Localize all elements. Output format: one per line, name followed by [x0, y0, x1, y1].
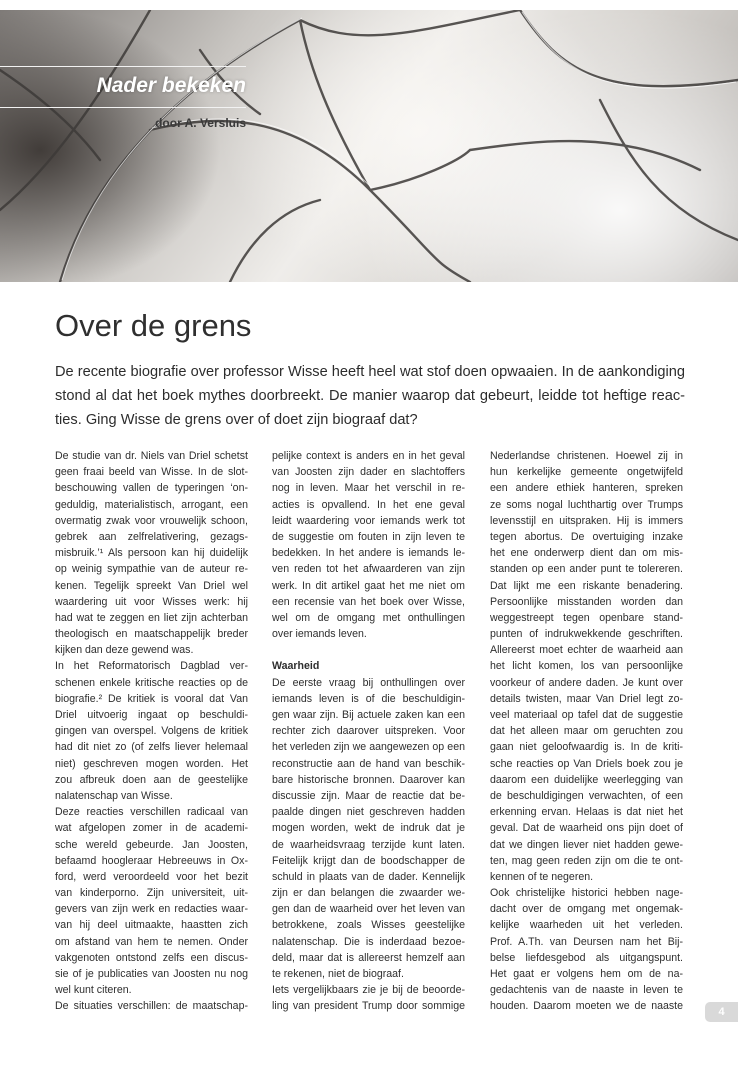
text-line: Nederlandse christenen. Hoewel zij in [490, 450, 683, 462]
text-line: daarom een duidelijke weerlegging van [490, 773, 683, 786]
text-line: het ene onderwerp dient dan om mis- [490, 547, 683, 560]
text-line: bedekken. In het andere is iemands le- [272, 547, 465, 560]
text-line: theologisch en maatschappelijk breder [55, 628, 248, 641]
text-line: In het Reformatorisch Dagblad ver- [55, 660, 248, 673]
text-line: sie of je publicaties van Joosten nu nog [55, 968, 248, 980]
text-line: overmatig zwak voor vrouwelijk schoon, [55, 514, 248, 527]
text-line: misbruik.’¹ Als persoon kan hij duidelijk [55, 547, 248, 560]
header-rule-top [0, 66, 246, 67]
text-line: voorkeur of andere daden. Je kunt over [490, 676, 683, 689]
lead-line: De recente biografie over professor Wisse heeft heel wat stof doen opwaaien. In de aankondiging [55, 364, 685, 380]
text-line: hun kerkelijke gemeente ongetwijfeld [490, 466, 683, 479]
text-line: erkenning ervan. Helaas is dat niet het [490, 806, 683, 819]
lead-line: ties. Ging Wisse de grens over of doet zijn biograaf dat? [55, 412, 418, 428]
text-line: gaan niet geloofwaardig is. In de kriti- [490, 741, 683, 754]
text-line: ven reden tot het afwaarderen van zijn [272, 563, 465, 576]
text-line: ten, mag geen reden zijn om die te ont- [490, 854, 683, 867]
text-line: kenen. Tegelijk spreekt Van Driel wel [55, 579, 248, 592]
text-line: kelijke waarheden uit het verleden. [490, 919, 683, 932]
header-image [0, 10, 738, 282]
text-line: schuld in plaats van de dader. Kennelijk [272, 870, 465, 883]
text-line: waardering uit voor Wisses werk: hij [55, 595, 248, 608]
text-line: leidt waardering voor iemands werk tot [272, 514, 465, 527]
text-line: niet) geschreven mogen worden. Het [55, 757, 248, 770]
text-line: ford, werd veroordeeld voor het bezit [55, 870, 248, 883]
text-line: mogen worden, wekt de indruk dat je [272, 822, 465, 835]
text-line: houden. Daarom moeten we de naaste [490, 1000, 683, 1013]
text-line: geen fraai beeld van Wisse. In de slot- [55, 466, 248, 479]
text-line: schenen enkele kritische reacties op de [55, 676, 248, 689]
text-line: Prof. A.Th. van Deursen nam het Bij- [490, 935, 683, 948]
text-line: had wat te zeggen en liet zijn achterban [55, 611, 248, 624]
text-line: Ook christelijke historici hebben nage- [490, 887, 683, 900]
text-line: kennen of te negeren. [490, 870, 594, 883]
text-line: betrokkene, zoals Wisses geestelijke [272, 919, 465, 932]
text-line: vakgenoten ontstond zelfs een discus- [55, 951, 248, 964]
text-line: deld, maar dat is allereerst hemzelf aan [272, 951, 465, 964]
lead-line: stond al dat het boek mythes doorbreekt. De manier waarop dat gebeurt, leidde tot heftige reac- [55, 388, 685, 404]
text-column-1 [55, 448, 248, 1015]
text-line: gingen van overspel. Volgens de kritiek [55, 725, 248, 738]
text-line: had dit niet zo (of zelfs liever helemaal [55, 741, 248, 754]
text-line: dat het alleen maar om geruchten zou [490, 725, 683, 738]
text-line: De eerste vraag bij onthullingen over [272, 676, 465, 689]
text-line: gen waar zijn. Bij actuele zaken kan een [272, 709, 465, 721]
text-line: een andere ethiek hanteren, spreken [490, 482, 683, 495]
text-line: reconstructie aan de hand van beschik- [272, 757, 465, 770]
text-line: Feitelijk krijgt dan de boodschapper de [272, 854, 465, 867]
text-line: beschouwing vallen de typeringen ‘on- [55, 482, 248, 495]
text-line: nog in leven. Maar het verschil in re- [272, 482, 465, 495]
text-line: punten of indrukwekkende geschriften. [490, 628, 683, 641]
text-line: het licht komen, los van persoonlijke [490, 660, 683, 673]
text-line: te rekenen, niet de biograaf. [272, 968, 404, 980]
text-line: zijn er dan belangen die zwaarder we- [272, 887, 465, 900]
text-line: gen dan de waarheid over het leven van [272, 903, 465, 916]
text-line: kijken dan deze gewend was. [55, 644, 194, 657]
text-line: zou afbreuk doen aan de geestelijke [55, 773, 248, 786]
text-line: van kinderporno. Zijn universiteit, uit- [55, 887, 248, 900]
text-line: Deze reacties verschillen radicaal van [55, 806, 248, 819]
text-line: weggestreept tegen openbare stand- [490, 611, 683, 624]
article-lead [55, 360, 685, 432]
text-line: het verleden zijn we aangewezen op een [272, 741, 465, 754]
text-line: De studie van dr. Niels van Driel schetst [55, 450, 248, 462]
text-line: de beschuldigingen verwachten, of een [490, 789, 683, 802]
text-line: Driel uitvoerig ingaat op beschuldi- [55, 709, 248, 721]
text-line: geval. Dat de waarheid ons pijn doet of [490, 822, 683, 835]
text-line: Het gaat er volgens hem om de na- [490, 968, 683, 980]
text-line: om afstand van hem te nemen. Onder [55, 935, 248, 948]
text-line: veel materiaal op tafel dat de suggestie [490, 709, 683, 721]
page-number: 4 [705, 1002, 738, 1022]
text-line: biografie.² De kritiek is vooral dat Van [55, 692, 248, 705]
article-title: Over de grens [55, 308, 252, 343]
text-line: geduldig, materialistisch, arrogant, een [55, 498, 248, 511]
text-line: Persoonlijke misstanden worden dan [490, 595, 683, 608]
author-byline: door A. Versluis [155, 116, 246, 130]
text-line: dacht over de omgang met ongemak- [490, 903, 683, 916]
text-line: paalde dingen niet geschreven hadden [272, 806, 465, 819]
text-line: discussie zijn. Maar de reactie dat be- [272, 789, 465, 802]
text-line: wel kunt citeren. [55, 984, 132, 997]
text-line: sche reacties op Van Driels boek zou je [490, 757, 683, 770]
text-line: op weinig sympathie van de auteur re- [55, 563, 248, 576]
text-line: Allereerst moet echter de waarheid aan [490, 644, 683, 657]
text-line: van hij deel uitmaakte, haastten zich [55, 919, 248, 932]
text-line: dat we dingen liever niet hadden gewe- [490, 838, 683, 851]
text-line: levensstijl en uitspraken. Hij is immers [490, 514, 683, 527]
text-line: rechter zich daarover uitspreken. Voor [272, 725, 465, 738]
text-line: Iets vergelijkbaars zie je bij de beoorde- [272, 984, 465, 997]
text-line: details twisten, maar Van Driel legt zo- [490, 692, 683, 705]
text-line: de suggestie om fouten in zijn leven te [272, 530, 465, 543]
text-line: gebrek aan zelfrelativering, gezags- [55, 530, 248, 543]
text-line: De situaties verschillen: de maatschap- [55, 1000, 248, 1013]
text-line: pelijke context is anders en in het geval [272, 450, 465, 462]
text-line [272, 642, 465, 658]
text-line: over iemands leven. [272, 628, 367, 641]
text-line: Dat lijkt me een riskante benadering. [490, 579, 683, 592]
text-line: wat afgelopen zomer in de academi- [55, 822, 248, 835]
text-column-2 [272, 448, 465, 1015]
text-line: van Joosten zijn dader en slachtoffers [272, 466, 465, 479]
section-heading: Waarheid [272, 660, 320, 673]
text-line: befaamd hoogleraar Hebreeuws in Ox- [55, 854, 248, 867]
text-line: een recensie van het boek over Wisse, [272, 595, 465, 608]
text-line: nalatenschap. Die is inderdaad bezoe- [272, 935, 465, 948]
text-line: belse liefdesgebod als uitgangspunt. [490, 951, 683, 964]
text-line: de waarheidsvraag terzijde kunt laten. [272, 838, 465, 851]
text-line: iemands leven is of die beschuldigin- [272, 692, 465, 705]
text-line: tegen abortus. De overtuiging inzake [490, 530, 683, 543]
text-line: werk. In dit artikel gaat het me niet om [272, 579, 465, 592]
text-line: standen op een ander punt te tolereren. [490, 563, 683, 576]
broken-glass-illustration [0, 10, 738, 282]
text-line: acties is opvallend. In het ene geval [272, 498, 465, 511]
text-line: nalatenschap van Wisse. [55, 789, 173, 802]
text-line: gevers van zijn werk en redacties waar- [55, 903, 248, 916]
text-line: ze soms nogal luchthartig over Trumps [490, 498, 683, 511]
text-line: bare historische bronnen. Daarover kan [272, 773, 465, 786]
header-rule-bottom [0, 107, 246, 108]
text-line: gedachtenis van de naaste in leven te [490, 984, 683, 997]
text-line: ling van president Trump door sommige [272, 1000, 465, 1013]
text-line: wel om de omgang met onthullingen [272, 611, 465, 624]
section-label: Nader bekeken [96, 74, 246, 97]
text-line: sche wereld gebeurde. Jan Joosten, [55, 838, 248, 851]
text-column-3 [490, 448, 683, 1015]
